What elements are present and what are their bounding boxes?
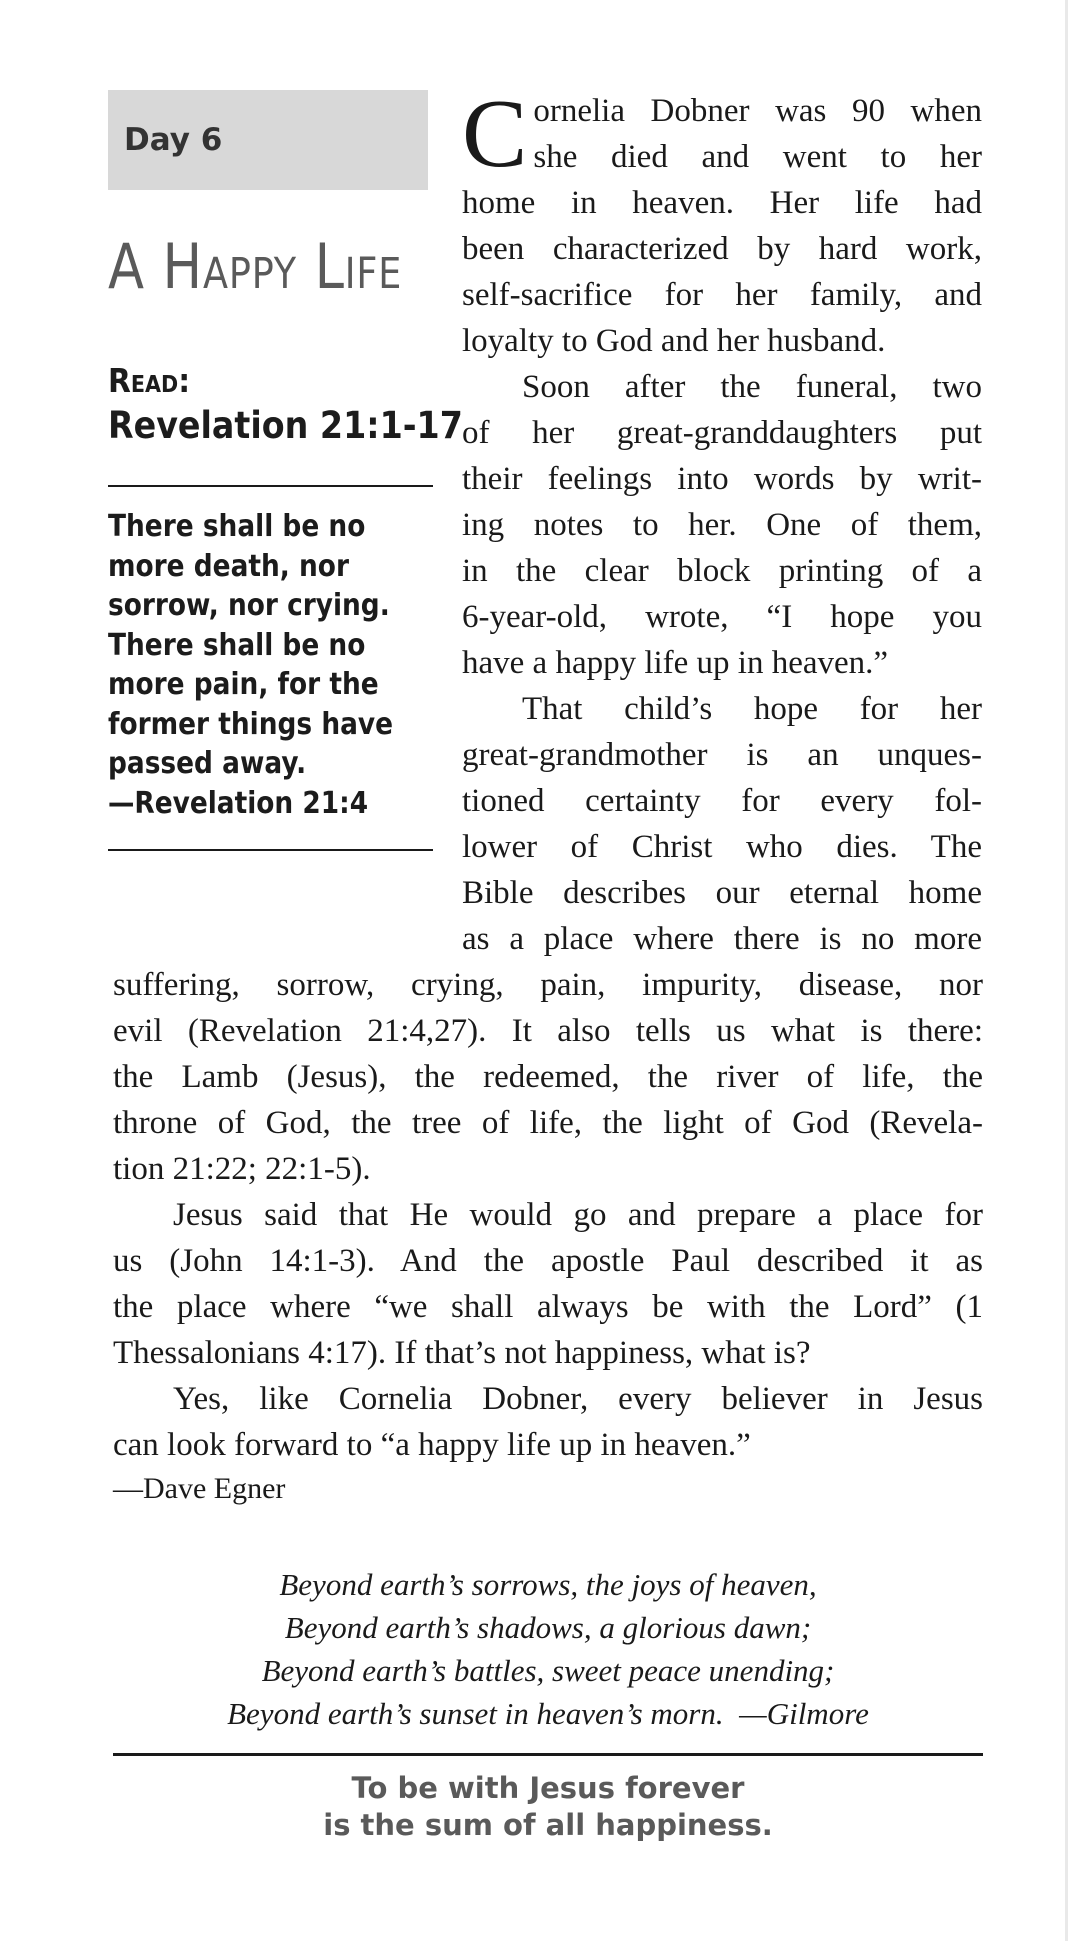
article-line: tioned certainty for every fol- bbox=[462, 783, 982, 819]
article-line: ornelia Dobner was 90 when bbox=[533, 93, 982, 129]
read-reference: Revelation 21:1-17 bbox=[108, 403, 463, 447]
article-line: the Lamb (Jesus), the redeemed, the river of life, the bbox=[113, 1059, 983, 1095]
article-line: of her great-granddaughters put bbox=[462, 415, 982, 451]
article-line: That child’s hope for her bbox=[522, 691, 982, 727]
article-line: Thessalonians 4:17). If that’s not happiness, what is? bbox=[113, 1335, 811, 1371]
article-line: Jesus said that He would go and prepare a place for bbox=[173, 1197, 983, 1233]
page-title: A Happy Life bbox=[108, 230, 403, 303]
article-full-width bbox=[113, 962, 983, 1468]
poem-line: Beyond earth’s sorrows, the joys of heaven, bbox=[279, 1567, 817, 1602]
article-line: home in heaven. Her life had bbox=[462, 185, 982, 221]
article-line: in the clear block printing of a bbox=[462, 553, 982, 589]
verse-reference: —Revelation 21:4 bbox=[108, 785, 369, 821]
key-verse bbox=[108, 507, 425, 823]
verse-line: sorrow, nor crying. bbox=[108, 588, 390, 624]
article-line: she died and went to her bbox=[533, 139, 982, 175]
article-line: lower of Christ who dies. The bbox=[462, 829, 982, 865]
day-label-box bbox=[108, 90, 428, 190]
article-line: us (John 14:1-3). And the apostle Paul described it as bbox=[113, 1243, 983, 1279]
thought-line: is the sum of all happiness. bbox=[323, 1808, 773, 1842]
article-line: Soon after the funeral, two bbox=[522, 369, 982, 405]
verse-line: more death, nor bbox=[108, 548, 349, 584]
verse-line: passed away. bbox=[108, 746, 307, 782]
poem-line: Beyond earth’s battles, sweet peace unending; bbox=[261, 1653, 835, 1688]
poem bbox=[113, 1563, 983, 1735]
article-line: as a place where there is no more bbox=[462, 921, 982, 957]
article-line: Bible describes our eternal home bbox=[462, 875, 982, 911]
verse-line: There shall be no bbox=[108, 509, 366, 545]
article-line: great-grandmother is an unques- bbox=[462, 737, 982, 773]
article-line: the place where “we shall always be with the Lord” (1 bbox=[113, 1289, 983, 1325]
article-line: ing notes to her. One of them, bbox=[462, 507, 982, 543]
article-line: throne of God, the tree of life, the light of God (Revela- bbox=[113, 1105, 983, 1141]
verse-line: former things have bbox=[108, 706, 394, 742]
article-line: suffering, sorrow, crying, pain, impurity, disease, nor bbox=[113, 967, 983, 1003]
verse-line: more pain, for the bbox=[108, 667, 379, 703]
article-line: evil (Revelation 21:4,27). It also tells us what is there: bbox=[113, 1013, 983, 1049]
article-line: loyalty to God and her husband. bbox=[462, 323, 886, 359]
article-column bbox=[462, 80, 982, 962]
verse-top-rule bbox=[108, 485, 433, 487]
sidebar bbox=[108, 90, 463, 851]
poem-line: Beyond earth’s shadows, a glorious dawn; bbox=[284, 1610, 812, 1645]
drop-cap: C bbox=[462, 80, 528, 188]
article-line: can look forward to “a happy life up in heaven.” bbox=[113, 1427, 751, 1463]
verse-line: There shall be no bbox=[108, 627, 366, 663]
article-line: self-sacrifice for her family, and bbox=[462, 277, 982, 313]
poem-line: Beyond earth’s sunset in heaven’s morn. —Gilmore bbox=[227, 1696, 869, 1731]
article-line: 6-year-old, wrote, “I hope you bbox=[462, 599, 982, 635]
verse-bottom-rule bbox=[108, 849, 433, 851]
article-line: their feelings into words by writ- bbox=[462, 461, 982, 497]
article-line: have a happy life up in heaven.” bbox=[462, 645, 889, 681]
day-label: Day 6 bbox=[124, 122, 223, 158]
article-line: tion 21:22; 22:1-5). bbox=[113, 1151, 371, 1187]
article-line: Yes, like Cornelia Dobner, every believer in Jesus bbox=[173, 1381, 983, 1417]
article-line: been characterized by hard work, bbox=[462, 231, 982, 267]
thought-line: To be with Jesus forever bbox=[351, 1771, 745, 1805]
thought-for-day bbox=[113, 1770, 983, 1844]
read-label: Read: bbox=[108, 361, 191, 400]
thought-divider bbox=[113, 1753, 983, 1756]
article-author: —Dave Egner bbox=[113, 1472, 286, 1505]
